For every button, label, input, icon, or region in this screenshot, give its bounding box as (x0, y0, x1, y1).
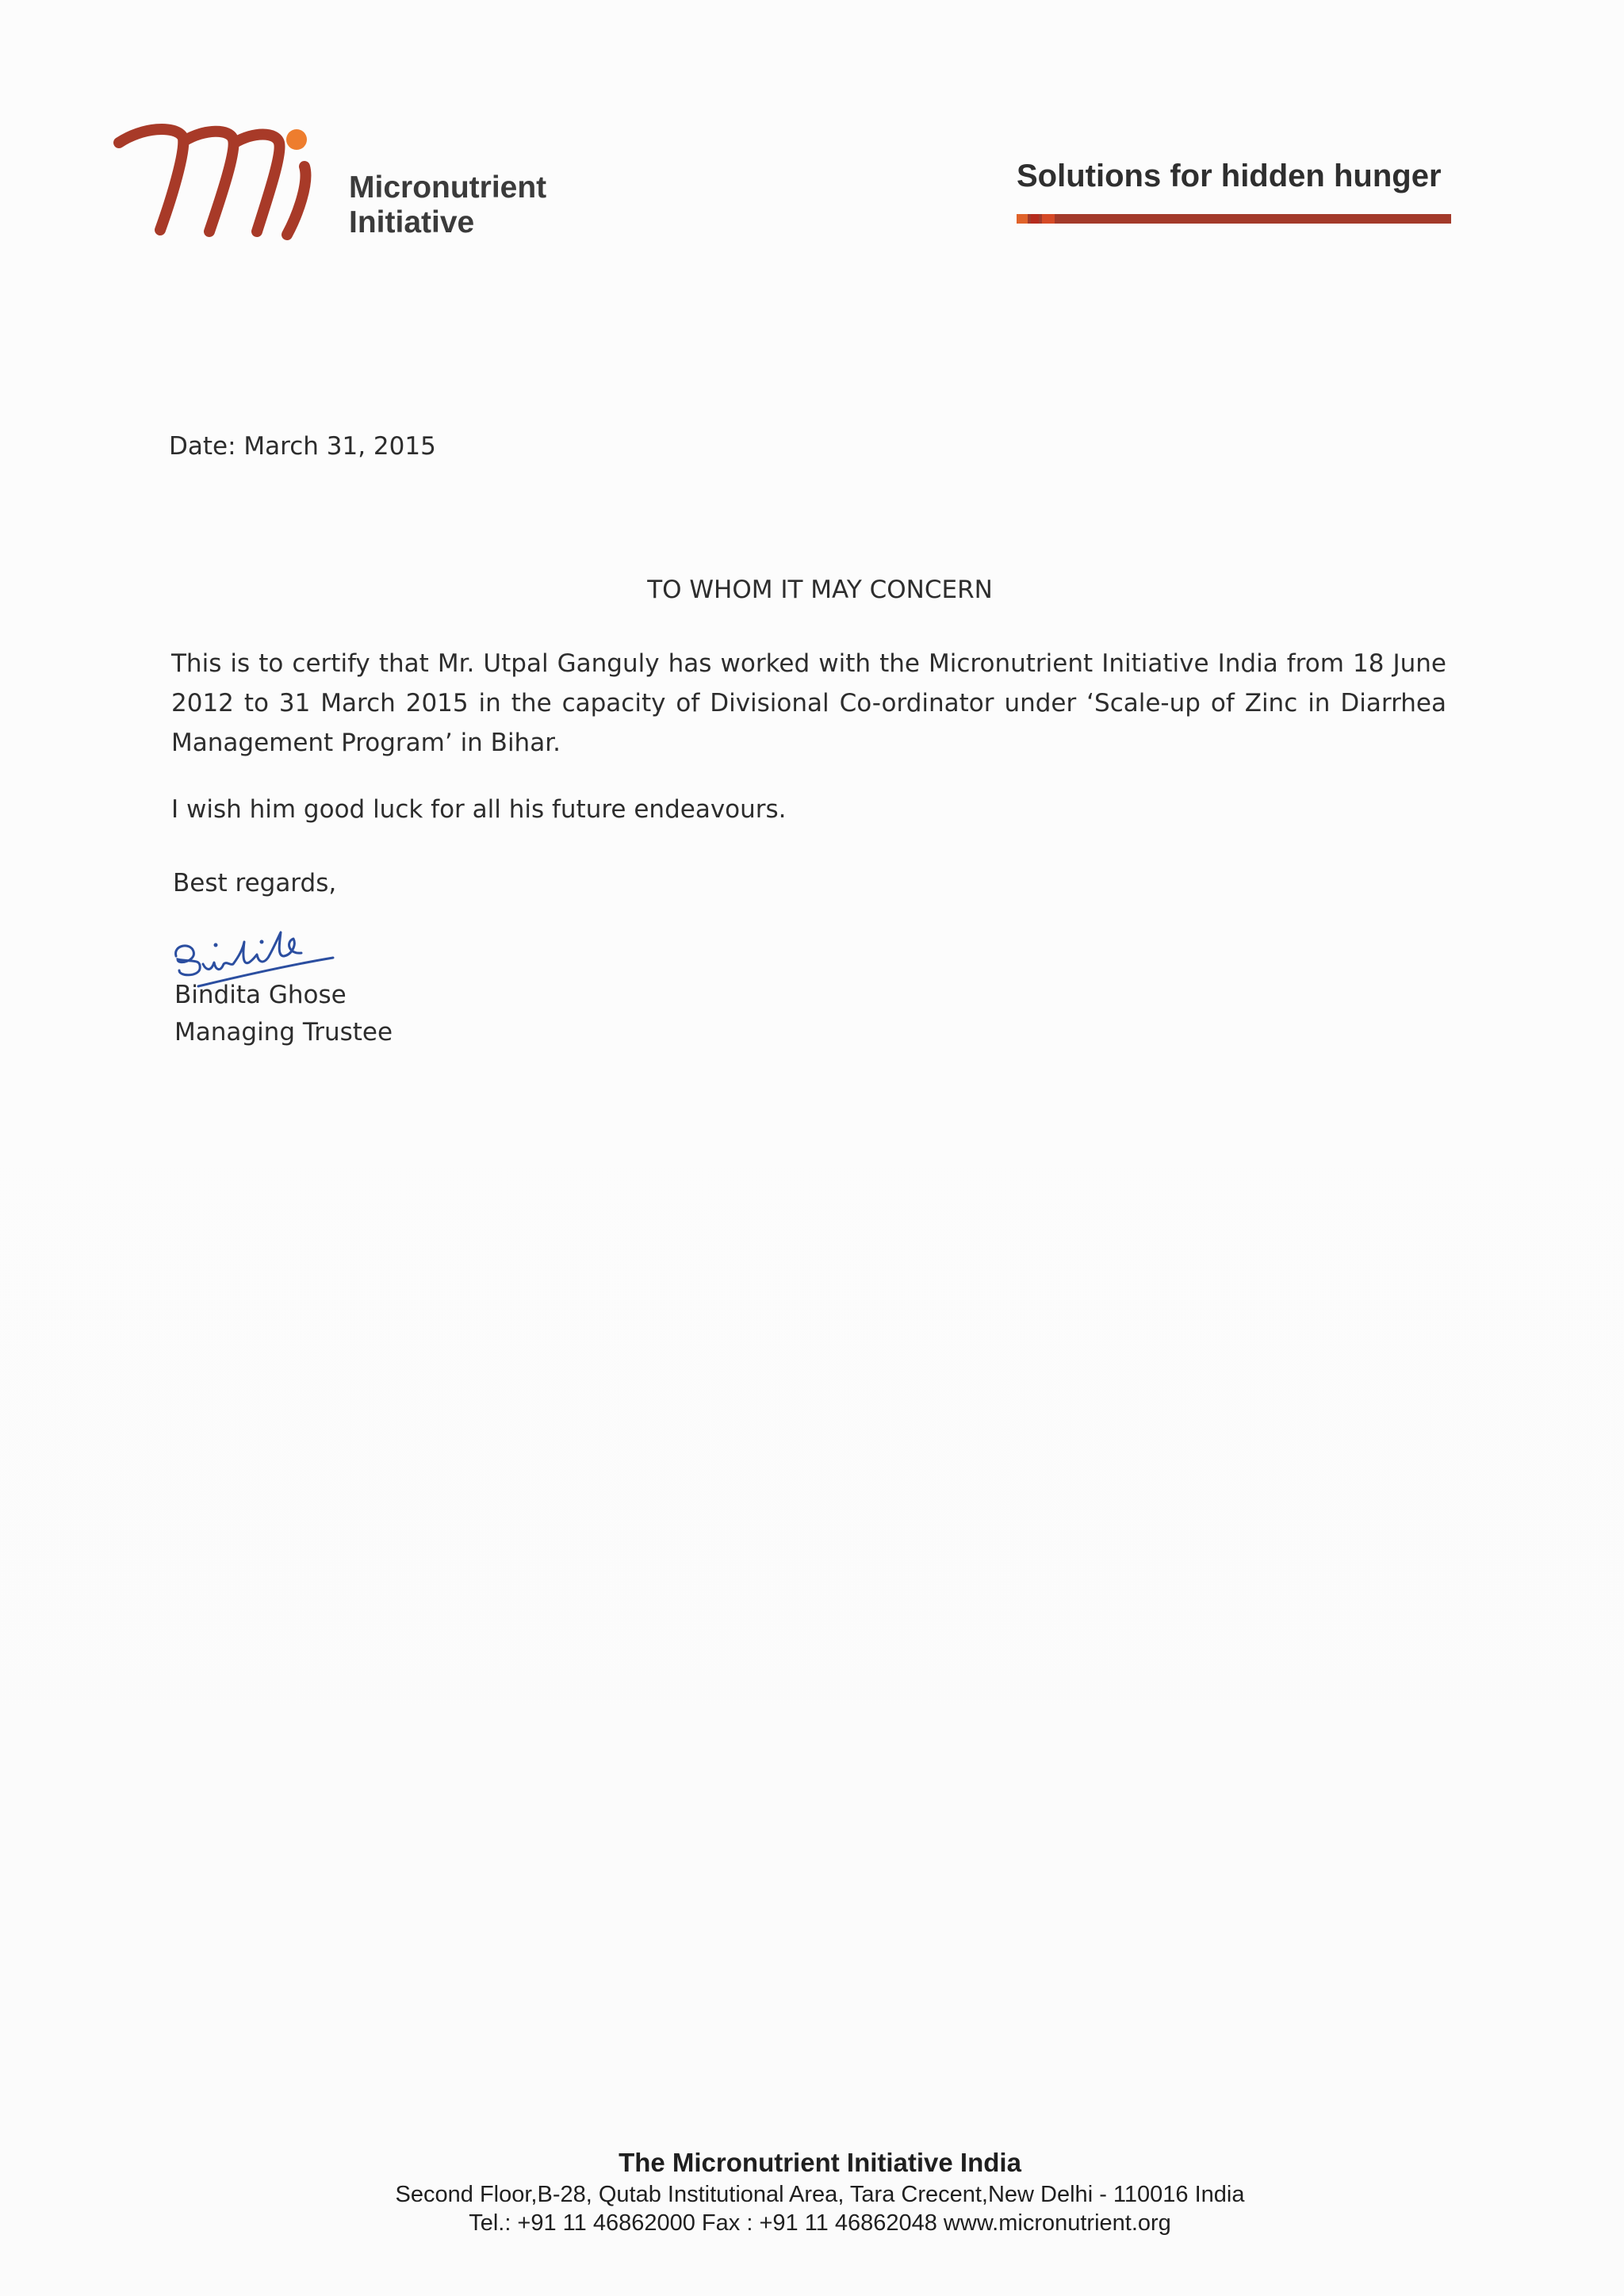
mi-logo (111, 119, 325, 246)
letterhead-footer (0, 2145, 1624, 2237)
certification-paragraph: This is to certify that Mr. Utpal Ganguly has worked with the Micronutrient Initiative India from 18 June 2012 to 31 March 2015 in the capacity of Divisional Co-ordinator under ‘Scale-up of Zinc in Diarrhea Management Program’ in Bihar. (171, 649, 1446, 757)
footer-org-name: The Micronutrient Initiative India (619, 2148, 1021, 2177)
org-name-line1: Micronutrient (349, 170, 547, 205)
closing-line: Best regards, (173, 869, 337, 897)
handwritten-signature (167, 910, 341, 989)
letter-date: Date: March 31, 2015 (169, 432, 436, 461)
bar-accent-1 (1017, 214, 1028, 224)
tagline: Solutions for hidden hunger (1017, 159, 1442, 193)
tagline-underline-bar (1017, 214, 1451, 224)
signatory-name: Bindita Ghose (174, 981, 347, 1009)
org-logotype (349, 170, 546, 240)
footer-address: Second Floor,B-28, Qutab Institutional Area, Tara Crecent,New Delhi - 110016 India (395, 2182, 1245, 2207)
footer-contact: Tel.: +91 11 46862000 Fax : +91 11 46862048 www.micronutrient.org (469, 2210, 1171, 2236)
signatory-title: Managing Trustee (174, 1018, 393, 1047)
letter-subject (0, 576, 1624, 604)
wishes-paragraph: I wish him good luck for all his future endeavours. (171, 795, 787, 824)
bar-accent-2 (1031, 214, 1039, 224)
org-name-line2: Initiative (349, 205, 475, 239)
bar-accent-3 (1042, 214, 1055, 224)
subject-text: TO WHOM IT MAY CONCERN (647, 576, 993, 604)
